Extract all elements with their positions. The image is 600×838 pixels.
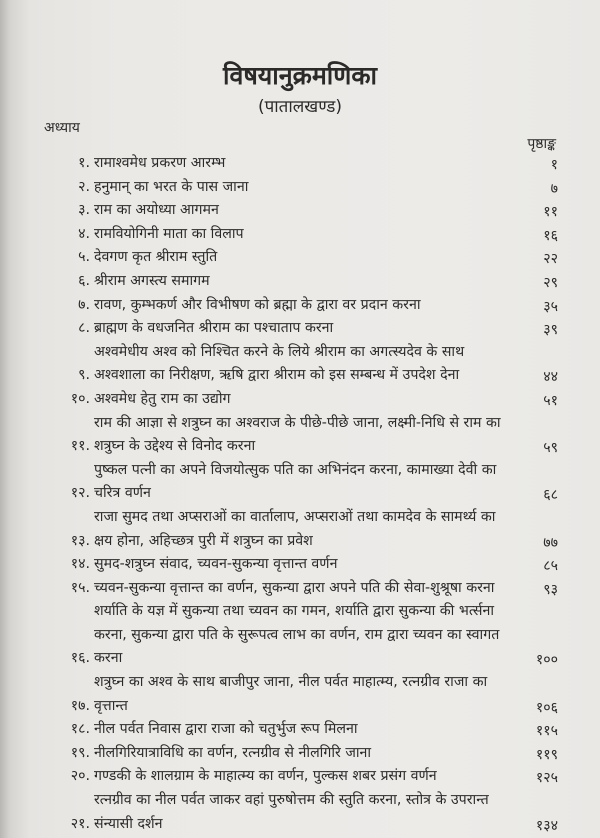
entry-number: २१. xyxy=(70,815,90,832)
entry-title: श्रीराम अगस्त्य समागम xyxy=(94,272,210,289)
entry-page-number: ७७ xyxy=(543,534,558,551)
entry-title: गण्डकी के शालग्राम के माहात्म्य का वर्णन, पुल्कस शबर प्रसंग वर्णन xyxy=(94,768,437,785)
entry-number: १८. xyxy=(70,721,90,738)
entry-number: १६. xyxy=(70,650,90,667)
contents-entry xyxy=(40,671,558,718)
contents-entry xyxy=(40,553,558,577)
entry-title: सुमद-शत्रुघ्न संवाद, च्यवन-सुकन्या वृत्तान्त वर्णन xyxy=(94,556,338,573)
entry-number: १५. xyxy=(70,579,90,596)
contents-entry xyxy=(40,789,558,836)
entry-number: ५. xyxy=(78,249,90,266)
page-subtitle: (पातालखण्ड) xyxy=(257,97,343,117)
page-title: विषयानुक्रमणिका xyxy=(222,61,378,90)
entry-number: १०. xyxy=(70,390,90,407)
entry-title: अश्वमेधीय अश्व को निश्चित करने के लिये श्रीराम का अगत्स्यदेव के साथ अश्वशाला का निरीक्षण, ऋषि द्वारा श्रीराम को इस सम्बन्ध में उपदेश देना xyxy=(94,343,465,384)
entry-page-number: १ xyxy=(550,157,558,173)
entry-title: राम का अयोध्या आगमन xyxy=(94,202,219,219)
entry-page-number: १०६ xyxy=(535,699,558,716)
entry-number: ३. xyxy=(78,202,90,219)
entry-page-number: १३४ xyxy=(535,817,558,834)
entry-number: ४. xyxy=(78,225,90,242)
entry-title: राम की आज्ञा से शत्रुघ्न का अश्वराज के पीछे-पीछे जाना, लक्ष्मी-निधि से राम का शत्रुघ्न के उद्देश्य से विनोद करना xyxy=(94,414,501,455)
contents-entry xyxy=(40,246,558,270)
entry-page-number: ४४ xyxy=(543,369,558,386)
entry-number: १९. xyxy=(70,744,90,761)
entry-title: च्यवन-सुकन्या वृत्तान्त का वर्णन, सुकन्या द्वारा अपने पति की सेवा-शुश्रूषा करना xyxy=(94,579,495,596)
contents-list xyxy=(40,152,558,836)
page-column-header: पृष्ठाङ्क xyxy=(527,136,556,152)
entry-title: रामाश्वमेध प्रकरण आरम्भ xyxy=(94,155,226,171)
entry-page-number: ७ xyxy=(550,180,558,197)
entry-number: २. xyxy=(78,178,90,195)
contents-entry xyxy=(40,341,558,388)
entry-page-number: ११५ xyxy=(535,723,558,740)
contents-entry xyxy=(40,294,558,318)
entry-number: ६. xyxy=(78,272,90,289)
entry-title: हनुमान् का भरत के पास जाना xyxy=(94,178,249,195)
entry-number: ११. xyxy=(70,438,90,455)
entry-page-number: १०० xyxy=(535,652,558,669)
entry-page-number: ३९ xyxy=(543,322,558,339)
entry-number: २०. xyxy=(70,768,90,785)
contents-entry xyxy=(40,152,558,176)
entry-number: १३. xyxy=(70,532,90,549)
entry-title: रामवियोगिनी माता का विलाप xyxy=(94,225,244,242)
entry-title: शर्याति के यज्ञ में सुकन्या तथा च्यवन का गमन, शर्याति द्वारा सुकन्या की भर्त्सना करना, सुकन्या द्वारा पति के सुरूपत्व लाभ का वर्णन, राम द्वारा च्यवन का स्वागत करना xyxy=(94,603,500,667)
contents-entry xyxy=(40,223,558,247)
chapter-column-header: अध्याय xyxy=(44,120,80,136)
contents-entry xyxy=(40,742,558,766)
entry-title: पुष्कल पत्नी का अपने विजयोत्सुक पति का अभिनंदन करना, कामाख्या देवी का चरित्र वर्णन xyxy=(94,461,497,502)
entry-page-number: २९ xyxy=(543,274,558,291)
entry-page-number: १६ xyxy=(543,227,558,244)
contents-entry xyxy=(40,459,558,506)
contents-entry xyxy=(40,412,558,459)
entry-number: १२. xyxy=(70,485,90,502)
entry-page-number: २२ xyxy=(543,251,558,268)
entry-title: रत्नग्रीव का नील पर्वत जाकर वहां पुरुषोत्तम की स्तुति करना, स्तोत्र के उपरान्त संन्यासी दर्शन xyxy=(94,792,489,832)
entry-number: ७. xyxy=(78,296,90,313)
contents-entry xyxy=(40,765,558,789)
contents-entry xyxy=(40,270,558,294)
entry-page-number: ११९ xyxy=(535,746,558,763)
entry-title: राजा सुमद तथा अप्सराओं का वार्तालाप, अप्सराओं तथा कामदेव के सामर्थ्य का क्षय होना, अहिच्छत्र पुरी में शत्रुघ्न का प्रवेश xyxy=(94,508,496,549)
entry-title: नील पर्वत निवास द्वारा राजा को चतुर्भुज रूप मिलना xyxy=(94,721,358,738)
entry-page-number: ११ xyxy=(543,204,558,221)
contents-entry xyxy=(40,600,558,671)
entry-page-number: ५१ xyxy=(543,392,558,409)
entry-number: १४. xyxy=(70,556,90,573)
entry-page-number: ९३ xyxy=(543,581,558,598)
entry-number: ८. xyxy=(78,320,90,337)
entry-page-number: ६८ xyxy=(543,487,558,504)
contents-entry xyxy=(40,199,558,223)
entry-title: रावण, कुम्भकर्ण और विभीषण को ब्रह्मा के द्वारा वर प्रदान करना xyxy=(94,296,421,313)
entry-page-number: ३५ xyxy=(543,298,558,315)
contents-entry xyxy=(40,577,558,601)
entry-title: अश्वमेध हेतु राम का उद्योग xyxy=(94,390,231,407)
entry-number: ९. xyxy=(78,367,90,384)
entry-number: १७. xyxy=(70,697,90,714)
contents-entry xyxy=(40,718,558,742)
contents-entry xyxy=(40,506,558,553)
entry-page-number: १२५ xyxy=(535,770,558,787)
entry-page-number: ५९ xyxy=(543,440,558,457)
entry-title: नीलगिरियात्राविधि का वर्णन, रत्नग्रीव से नीलगिरि जाना xyxy=(94,744,372,761)
contents-entry xyxy=(40,388,558,412)
entry-title: ब्राह्मण के वधजनित श्रीराम का पश्चाताप करना xyxy=(94,320,334,337)
entry-title: शत्रुघ्न का अश्व के साथ बाजीपुर जाना, नील पर्वत माहात्म्य, रत्नग्रीव राजा का वृत्तान्त xyxy=(94,674,488,714)
entry-number: १. xyxy=(78,155,90,171)
contents-entry xyxy=(40,317,558,341)
entry-title: देवगण कृत श्रीराम स्तुति xyxy=(94,249,218,266)
contents-entry xyxy=(40,176,558,200)
entry-page-number: ८५ xyxy=(543,558,558,575)
